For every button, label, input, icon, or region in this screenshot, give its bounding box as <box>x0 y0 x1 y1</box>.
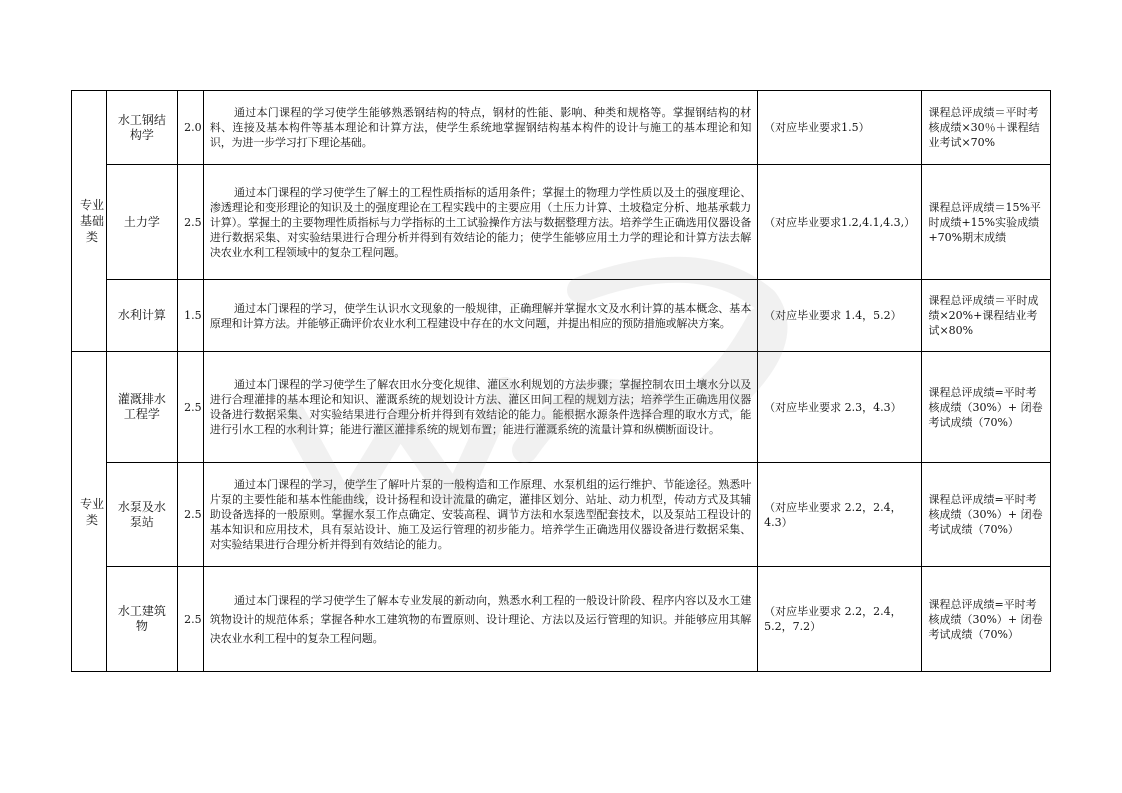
course-requirement: （对应毕业要求 2.2，2.4，4.3） <box>758 463 922 567</box>
course-evaluation: 课程总评成绩＝平时成绩×20%+课程结业考试×80% <box>922 280 1051 352</box>
course-credit: 2.5 <box>178 165 204 280</box>
course-credit: 2.5 <box>178 352 204 463</box>
course-description: 通过本门课程的学习，使学生了解叶片泵的一般构造和工作原理、水泵机组的运行维护、节能途径。熟悉叶片泵的主要性能和基本性能曲线，设计扬程和设计流量的确定，灌排区划分、站址、动力机型，传动方式及其辅助设备选择的一般原则。掌握水泵工作点确定、安装高程、调节方法和水泵选型配套技术，以及泵站工程设计的基本知识和应用技术，具有泵站设计、施工及运行管理的初步能力。培养学生正确选用仪器设备进行数据采集、对实验结果进行合理分析并得到有效结论的能力。 <box>209 478 752 551</box>
course-description-cell <box>203 567 757 672</box>
table-row <box>72 463 1051 567</box>
course-description-cell <box>203 280 757 352</box>
course-requirement: （对应毕业要求1.2,4.1,4.3,） <box>758 165 922 280</box>
course-description-cell <box>203 463 757 567</box>
course-name-cell <box>106 567 178 672</box>
course-credit: 2.5 <box>178 567 204 672</box>
course-credit: 2.5 <box>178 463 204 567</box>
course-description: 通过本门课程的学习，使学生认识水文现象的一般规律，正确理解并掌握水文及水利计算的基本概念、基本原理和计算方法。并能够正确评价农业水利工程建设中存在的水文问题，并提出相应的预防措施或解决方案。 <box>209 301 752 330</box>
course-evaluation: 课程总评成绩＝平时考核成绩×30％＋课程结业考试×70% <box>922 91 1051 165</box>
category-label: 专业基础类 <box>79 198 104 244</box>
course-name: 水泵及水泵站 <box>117 499 166 529</box>
course-name-cell <box>106 165 178 280</box>
table-row <box>72 91 1051 165</box>
course-name-cell <box>106 463 178 567</box>
course-evaluation: 课程总评成绩=平时考核成绩（30%）+ 闭卷考试成绩（70%） <box>922 463 1051 567</box>
table-row <box>72 567 1051 672</box>
category-cell <box>72 91 107 352</box>
course-evaluation: 课程总评成绩=平时考核成绩（30%）+ 闭卷考试成绩（70%） <box>922 567 1051 672</box>
course-requirement: （对应毕业要求1.5） <box>758 91 922 165</box>
table-row <box>72 165 1051 280</box>
course-evaluation: 课程总评成绩＝15%平时成绩+15%实验成绩+70%期末成绩 <box>922 165 1051 280</box>
course-requirement: （对应毕业要求 2.3，4.3） <box>758 352 922 463</box>
curriculum-table <box>71 90 1051 672</box>
course-description: 通过本门课程的学习使学生了解本专业发展的新动向，熟悉水利工程的一般设计阶段、程序内容以及水工建筑物设计的规范体系；掌握各种水工建筑物的布置原则、设计理论、方法以及运行管理的知识。并能够应用其解决农业水利工程中的复杂工程问题。 <box>209 593 752 645</box>
table-row <box>72 280 1051 352</box>
course-name-cell <box>106 280 178 352</box>
course-name-cell <box>106 352 178 463</box>
course-description-cell <box>203 91 757 165</box>
course-name: 水利计算 <box>117 308 166 322</box>
course-name: 水工建筑物 <box>117 604 166 633</box>
course-evaluation: 课程总评成绩=平时考核成绩（30%）+ 闭卷考试成绩（70%） <box>922 352 1051 463</box>
course-requirement: （对应毕业要求 2.2，2.4，5.2，7.2） <box>758 567 922 672</box>
course-requirement: （对应毕业要求 1.4，5.2） <box>758 280 922 352</box>
table-row <box>72 352 1051 463</box>
course-credit: 1.5 <box>178 280 204 352</box>
category-label: 专业类 <box>79 496 104 527</box>
course-description-cell <box>203 352 757 463</box>
course-name-cell <box>106 91 178 165</box>
course-name: 土力学 <box>123 214 160 229</box>
course-credit: 2.0 <box>178 91 204 165</box>
course-description: 通过本门课程的学习使学生能够熟悉钢结构的特点，钢材的性能、影响、种类和规格等。掌握钢结构的材料、连接及基本构件等基本理论和计算方法，使学生系统地掌握钢结构基本构件的设计与施工的基本理论和知识，为进一步学习打下理论基础。 <box>209 106 752 149</box>
course-name: 水工钢结构学 <box>117 112 166 142</box>
course-description: 通过本门课程的学习使学生了解土的工程性质指标的适用条件；掌握土的物理力学性质以及土的强度理论、渗透理论和变形理论的知识及土的强度理论在工程实践中的主要应用（土压力计算、土坡稳定分析、地基承载力计算）。掌握土的主要物理性质指标与力学指标的土工试验操作方法与数据整理方法。培养学生正确选用仪器设备进行数据采集、对实验结果进行合理分析并得到有效结论的能力；使学生能够应用土力学的理论和计算方法去解决农业水利工程领域中的复杂工程问题。 <box>209 185 752 259</box>
course-name: 灌溉排水工程学 <box>117 392 166 421</box>
course-description: 通过本门课程的学习使学生了解农田水分变化规律、灌区水利规划的方法步骤；掌握控制农田土壤水分以及进行合理灌排的基本理论和知识、灌溉系统的规划设计方法、灌区田间工程的规划方法；培养学生正确选用仪器设备进行数据采集、对实验结果进行合理分析并得到有效结论的能力。能根据水源条件选择合理的取水方式，能进行引水工程的水利计算；能进行灌区灌排系统的规划布置；能进行灌溉系统的流量计算和纵横断面设计。 <box>209 378 752 436</box>
course-description-cell <box>203 165 757 280</box>
category-cell <box>72 352 107 672</box>
